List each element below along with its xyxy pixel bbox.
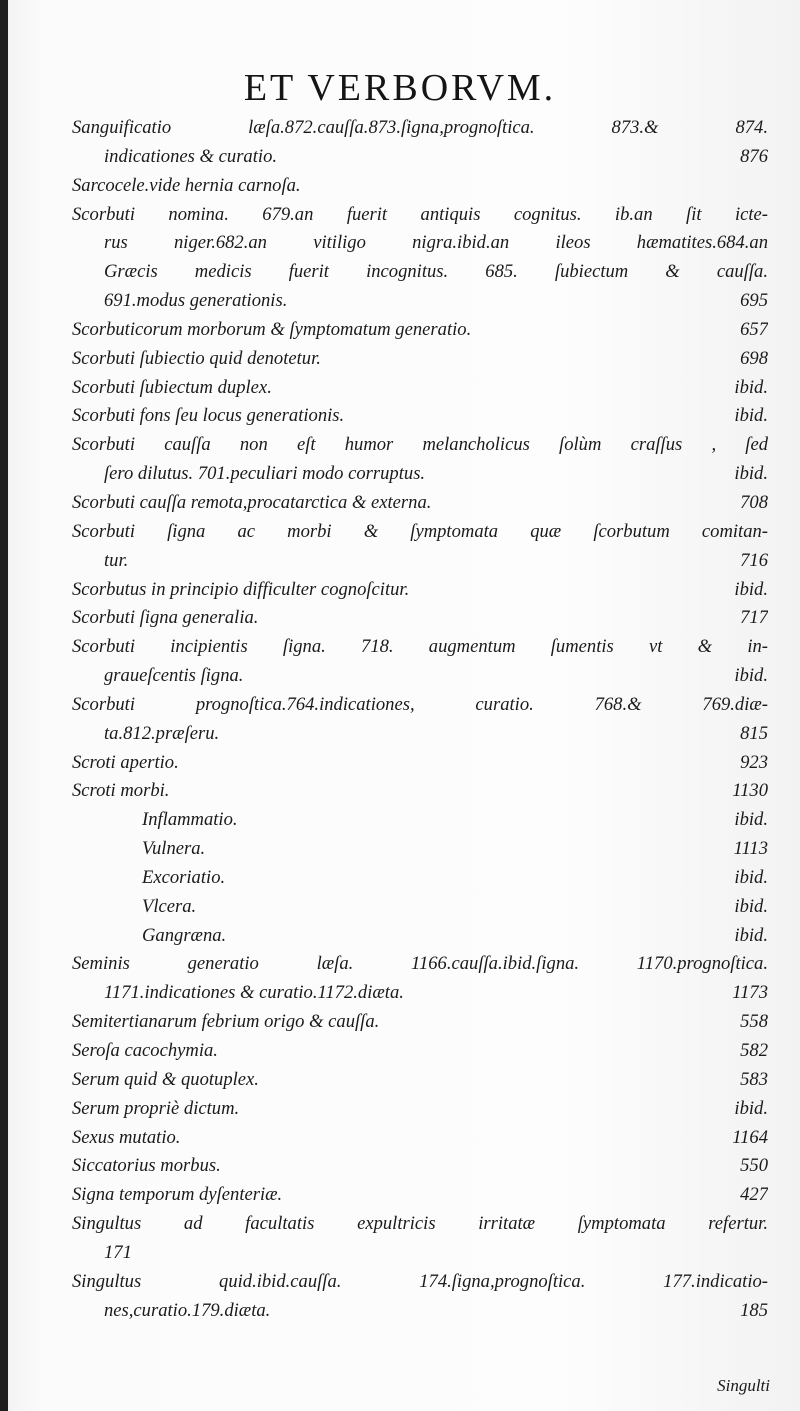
index-entry-text: graueſcentis ſigna. (104, 665, 244, 687)
index-line (72, 229, 768, 258)
index-line (72, 1152, 768, 1181)
page-reference: ibid. (734, 578, 768, 600)
index-entry-text: Vlcera. (142, 895, 197, 917)
index-line (72, 518, 768, 547)
page-reference: ibid. (734, 405, 768, 427)
index-entry-text: ſero dilutus. 701.peculiari modo corruptus. (104, 463, 426, 485)
index-line (72, 431, 768, 460)
index-line (72, 835, 768, 864)
page-reference: 550 (740, 1155, 768, 1177)
index-entry-text: indicationes & curatio. (104, 145, 278, 167)
page-reference: ibid. (734, 809, 768, 831)
index-line (72, 576, 768, 605)
index-entry-text: Semitertianarum febrium origo & cauſſa. (72, 1011, 380, 1033)
index-line (72, 864, 768, 893)
index-entry-text: Serum propriè dictum. (72, 1097, 240, 1119)
page-reference: 876 (740, 145, 768, 167)
index-line (72, 172, 768, 201)
index-entry-text: Seminis generatio læſa. 1166.cauſſa.ibid.ſigna. 1170.prognoſtica. (72, 953, 768, 975)
index-entry-text: Singultus quid.ibid.cauſſa. 174.ſigna,prognoſtica. 177.indicatio- (72, 1270, 768, 1292)
index-line (72, 1066, 768, 1095)
index-line (72, 749, 768, 778)
index-entry-text: Signa temporum dyſenteriæ. (72, 1184, 283, 1206)
page-reference: ibid. (734, 665, 768, 687)
page-reference: 1130 (732, 780, 768, 802)
index-line (72, 922, 768, 951)
index-line (72, 893, 768, 922)
index-entry-text: Inflammatio. (142, 809, 238, 831)
index-line (72, 1210, 768, 1239)
index-line (72, 1008, 768, 1037)
index-entry-text: Scorbuticorum morborum & ſymptomatum generatio. (72, 318, 472, 340)
index-entry-text: 691.modus generationis. (104, 290, 288, 312)
index-line (72, 950, 768, 979)
index-line (72, 114, 768, 143)
page-reference: 1164 (732, 1126, 768, 1148)
index-entry-text: 171 (104, 1241, 132, 1263)
page-reference: 427 (740, 1184, 768, 1206)
index-entry-text: Scorbuti ſigna ac morbi & ſymptomata quæ ſcorbutum comitan- (72, 520, 768, 542)
page-reference: 1113 (733, 838, 768, 860)
index-line (72, 201, 768, 230)
index-entry-text: rus niger.682.an vitiligo nigra.ibid.an ileos hæmatites.684.an (104, 232, 768, 254)
index-line (72, 720, 768, 749)
index-line (72, 1037, 768, 1066)
page-reference: 716 (740, 549, 768, 571)
index-line (72, 806, 768, 835)
page-reference: 583 (740, 1068, 768, 1090)
index-entry-text: Scorbuti ſigna generalia. (72, 607, 259, 629)
index-entry-text: Scorbuti prognoſtica.764.indicationes, curatio. 768.& 769.diæ- (72, 693, 768, 715)
index-entry-text: Scorbutus in principio difficulter cognoſcitur. (72, 578, 410, 600)
index-line (72, 143, 768, 172)
index-line (72, 1239, 768, 1268)
index-line (72, 258, 768, 287)
index-line (72, 316, 768, 345)
index-line (72, 1124, 768, 1153)
index-entry-text: Scorbuti fons ſeu locus generationis. (72, 405, 345, 427)
index-entry-text: Græcis medicis fuerit incognitus. 685. ſubiectum & cauſſa. (104, 261, 768, 283)
index-entry-text: Singultus ad facultatis expultricis irritatæ ſymptomata refertur. (72, 1213, 768, 1235)
index-line (72, 547, 768, 576)
index-line (72, 374, 768, 403)
index-line (72, 345, 768, 374)
index-line (72, 1181, 768, 1210)
page-reference: 558 (740, 1011, 768, 1033)
index-entry-text: Sexus mutatio. (72, 1126, 181, 1148)
index-entry-text: Scroti apertio. (72, 751, 179, 773)
index-entry-text: nes,curatio.179.diæta. (104, 1299, 271, 1321)
index-line (72, 604, 768, 633)
index-entry-text: Serum quid & quotuplex. (72, 1068, 259, 1090)
index-line (72, 460, 768, 489)
index-line (72, 489, 768, 518)
catchword: Singulti (717, 1376, 770, 1395)
index-line (72, 287, 768, 316)
page-reference: 708 (740, 491, 768, 513)
index-entry-text: Scorbuti nomina. 679.an fuerit antiquis cognitus. ib.an ſit icte- (72, 203, 768, 225)
page-reference: 923 (740, 751, 768, 773)
page-reference: 1173 (732, 982, 768, 1004)
index-entry-text: ta.812.præſeru. (104, 722, 220, 744)
page-reference: ibid. (734, 924, 768, 946)
page-reference: 185 (740, 1299, 768, 1321)
index-line (72, 691, 768, 720)
index-entry-text: Vulnera. (142, 838, 206, 860)
index-entry-text: Sarcocele.vide hernia carnoſa. (72, 174, 301, 196)
index-entry-text: Scorbuti ſubiectio quid denotetur. (72, 347, 321, 369)
index-entry-text: Scorbuti cauſſa non eſt humor melancholicus ſolùm craſſus , ſed (72, 434, 768, 456)
index-entry-text: Scorbuti cauſſa remota,procatarctica & externa. (72, 491, 432, 513)
index-entry-text: 1171.indicationes & curatio.1172.diæta. (104, 982, 404, 1004)
index-entry-text: tur. (104, 549, 129, 571)
index-entry-text: Siccatorius morbus. (72, 1155, 221, 1177)
page-reference: 815 (740, 722, 768, 744)
index-entry-text: Sanguificatio læſa.872.cauſſa.873.ſigna,prognoſtica. 873.& 874. (72, 117, 768, 138)
index-entry-text: Scorbuti ſubiectum duplex. (72, 376, 272, 398)
page-reference: 582 (740, 1040, 768, 1061)
index-line (72, 402, 768, 431)
index-entry-text: Scorbuti incipientis ſigna. 718. augmentum ſumentis vt & in- (72, 636, 768, 658)
index-line (72, 633, 768, 662)
page-reference: ibid. (734, 376, 768, 398)
page-reference: ibid. (734, 1097, 768, 1119)
index-line (72, 1095, 768, 1124)
page-reference: 698 (740, 347, 768, 369)
running-header: ET VERBORVM. (243, 67, 557, 109)
index-line (72, 1268, 768, 1297)
index-entry-text: Gangræna. (142, 924, 227, 946)
index-entries (72, 114, 768, 1325)
page-reference: ibid. (734, 895, 768, 917)
index-line (72, 1297, 768, 1326)
page-reference: 717 (740, 607, 768, 629)
index-line (72, 979, 768, 1008)
index-entry-text: Seroſa cacochymia. (72, 1040, 218, 1061)
index-line (72, 662, 768, 691)
page-reference: 695 (740, 290, 768, 312)
index-entry-text: Excoriatio. (142, 866, 226, 888)
index-line (72, 777, 768, 806)
page-reference: ibid. (734, 866, 768, 888)
page-reference: 657 (740, 318, 768, 340)
page-reference: ibid. (734, 463, 768, 485)
index-entry-text: Scroti morbi. (72, 780, 170, 802)
